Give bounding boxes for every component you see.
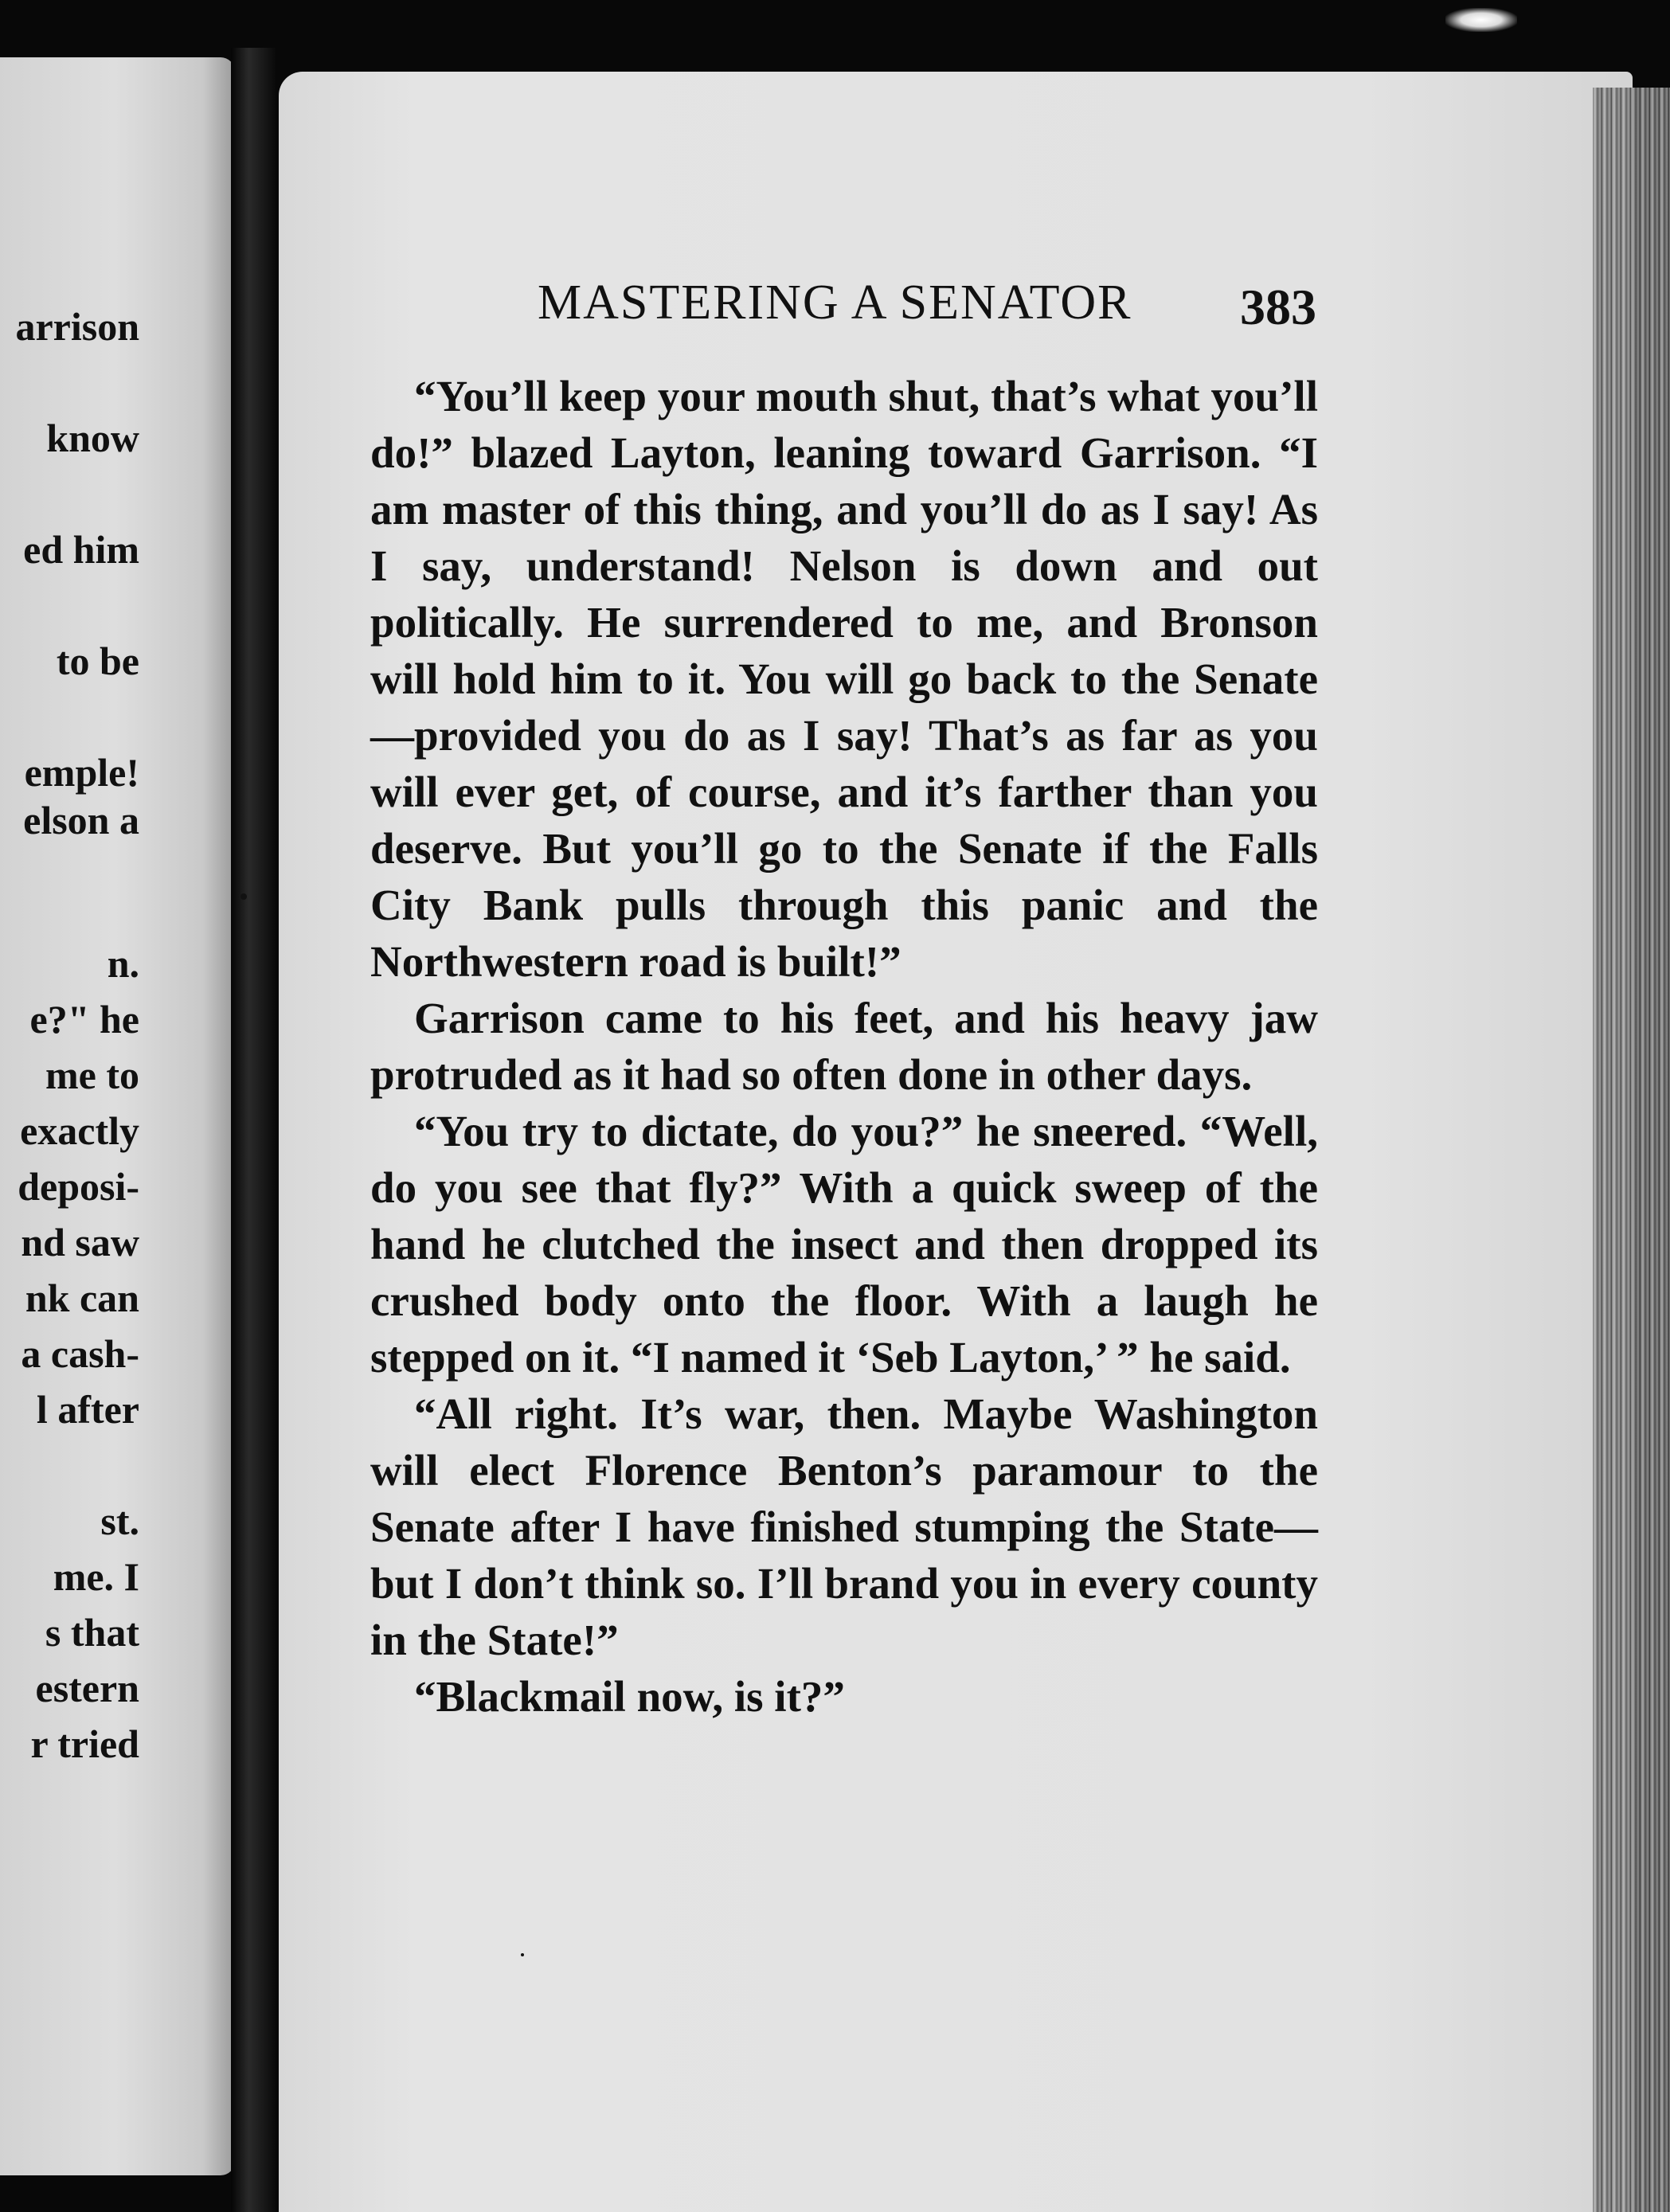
left-page-line: nk can bbox=[25, 1276, 139, 1320]
left-page-line: ed him bbox=[23, 527, 139, 572]
paragraph: Garrison came to his feet, and his heavy jaw protruded as it had so often done in other days. bbox=[370, 994, 1318, 1099]
left-page-line: deposi- bbox=[18, 1164, 139, 1209]
book-gutter bbox=[231, 48, 276, 2212]
left-page-line: st. bbox=[100, 1499, 139, 1543]
left-page-line: r tried bbox=[30, 1722, 139, 1766]
left-page-line: nd saw bbox=[21, 1220, 139, 1264]
left-page-line: know bbox=[46, 416, 139, 460]
left-page-line: emple! bbox=[24, 750, 139, 795]
left-page-line: elson a bbox=[23, 798, 139, 842]
page-number: 383 bbox=[1240, 279, 1316, 335]
left-page-line: e?" he bbox=[29, 997, 139, 1042]
paragraph: “You’ll keep your mouth shut, that’s what you’ll do!” blazed Layton, leaning toward Garrison. “I am master of this thing, and you’ll do as I say! As I say, understand! Nelson is down and out politically. He surrendered to me, and Bronson will hold him to it. You will go back to the Senate—provided you do as I say! That’s as far as you will ever get, of course, and it’s farther than you deserve. But you’ll go to the Senate if the Falls City Bank pulls through this panic and the Northwestern road is built!” bbox=[370, 372, 1318, 986]
dust-speck bbox=[521, 1953, 524, 1956]
left-page-line: exactly bbox=[20, 1108, 139, 1153]
light-glare bbox=[1445, 8, 1517, 32]
page-edges bbox=[1593, 88, 1670, 2212]
paragraph: “You try to dictate, do you?” he sneered. “Well, do you see that fly?” With a quick sweep of the hand he clutched the insect and then dropped its crushed body onto the floor. With a laugh he stepped on it. “I named it ‘Seb Layton,’ ” he said. bbox=[370, 1107, 1318, 1382]
left-page-line: n. bbox=[107, 941, 139, 986]
paragraph: “All right. It’s war, then. Maybe Washington will elect Florence Benton’s paramour to the Senate after I have finished stumping the State—but I don’t think so. I’ll brand you in every county in the State!” bbox=[370, 1389, 1318, 1664]
left-page-line: me. I bbox=[53, 1554, 139, 1599]
previous-page bbox=[0, 57, 235, 2175]
left-page-line: estern bbox=[35, 1666, 139, 1710]
body-text bbox=[370, 368, 1318, 1725]
left-page-line: arrison bbox=[15, 304, 139, 349]
left-page-line: a cash- bbox=[21, 1331, 139, 1376]
paragraph: “Blackmail now, is it?” bbox=[414, 1672, 845, 1721]
page-header bbox=[538, 275, 1334, 338]
left-page-line: s that bbox=[45, 1610, 139, 1655]
left-page-line: to be bbox=[56, 639, 139, 683]
dust-speck bbox=[241, 893, 247, 900]
running-head: MASTERING A SENATOR bbox=[538, 276, 1132, 330]
left-page-line: me to bbox=[45, 1053, 139, 1097]
left-page-line: l after bbox=[36, 1387, 139, 1432]
